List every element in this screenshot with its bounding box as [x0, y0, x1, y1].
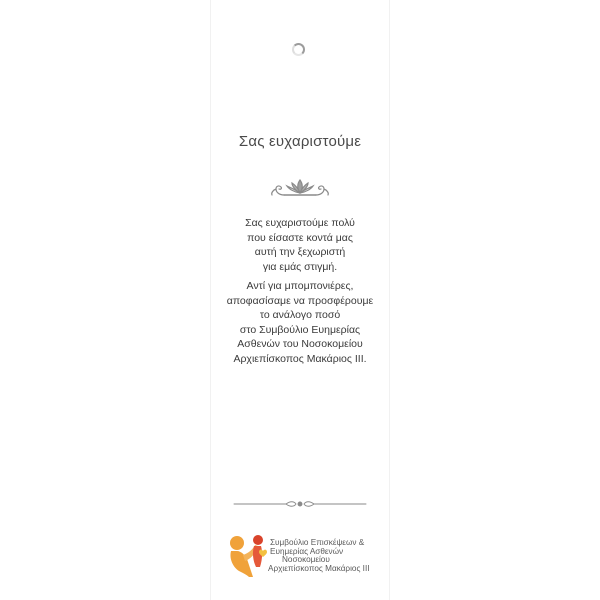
organization-line: Ευημερίας Ασθενών — [270, 546, 344, 556]
organization-line: Συμβούλιο Επισκέψεων & — [270, 538, 365, 547]
card-message — [210, 216, 390, 366]
card-title: Σας ευχαριστούμε — [238, 133, 362, 150]
message-line: Ασθενών του Νοσοκομείου — [237, 338, 363, 350]
message-line: Αρχιεπίσκοπος Μακάριος ΙΙΙ. — [233, 352, 367, 365]
divider-ornament-icon — [232, 498, 368, 510]
message-line: Σας ευχαριστούμε πολύ — [245, 217, 355, 229]
floral-ornament-icon — [268, 176, 332, 200]
organization-logo-icon — [225, 531, 269, 579]
message-line: στο Συμβούλιο Ευημερίας — [239, 323, 361, 336]
message-line: για εμάς στιγμή. — [262, 260, 338, 273]
organization-line: Αρχιεπίσκοπος Μακάριος ΙΙΙ — [268, 563, 370, 573]
organization-name — [268, 539, 398, 573]
message-line: το ανάλογο ποσό — [259, 309, 341, 321]
message-line: αποφασίσαμε να προσφέρουμε — [226, 294, 374, 307]
punch-hole-icon — [292, 43, 305, 56]
organization-line: Νοσοκομείου — [282, 555, 330, 565]
message-line: Αντί για μπομπονιέρες, — [246, 280, 354, 292]
message-line: που είσαστε κοντά μας — [247, 231, 353, 244]
message-line: αυτή την ξεχωριστή — [254, 246, 346, 258]
